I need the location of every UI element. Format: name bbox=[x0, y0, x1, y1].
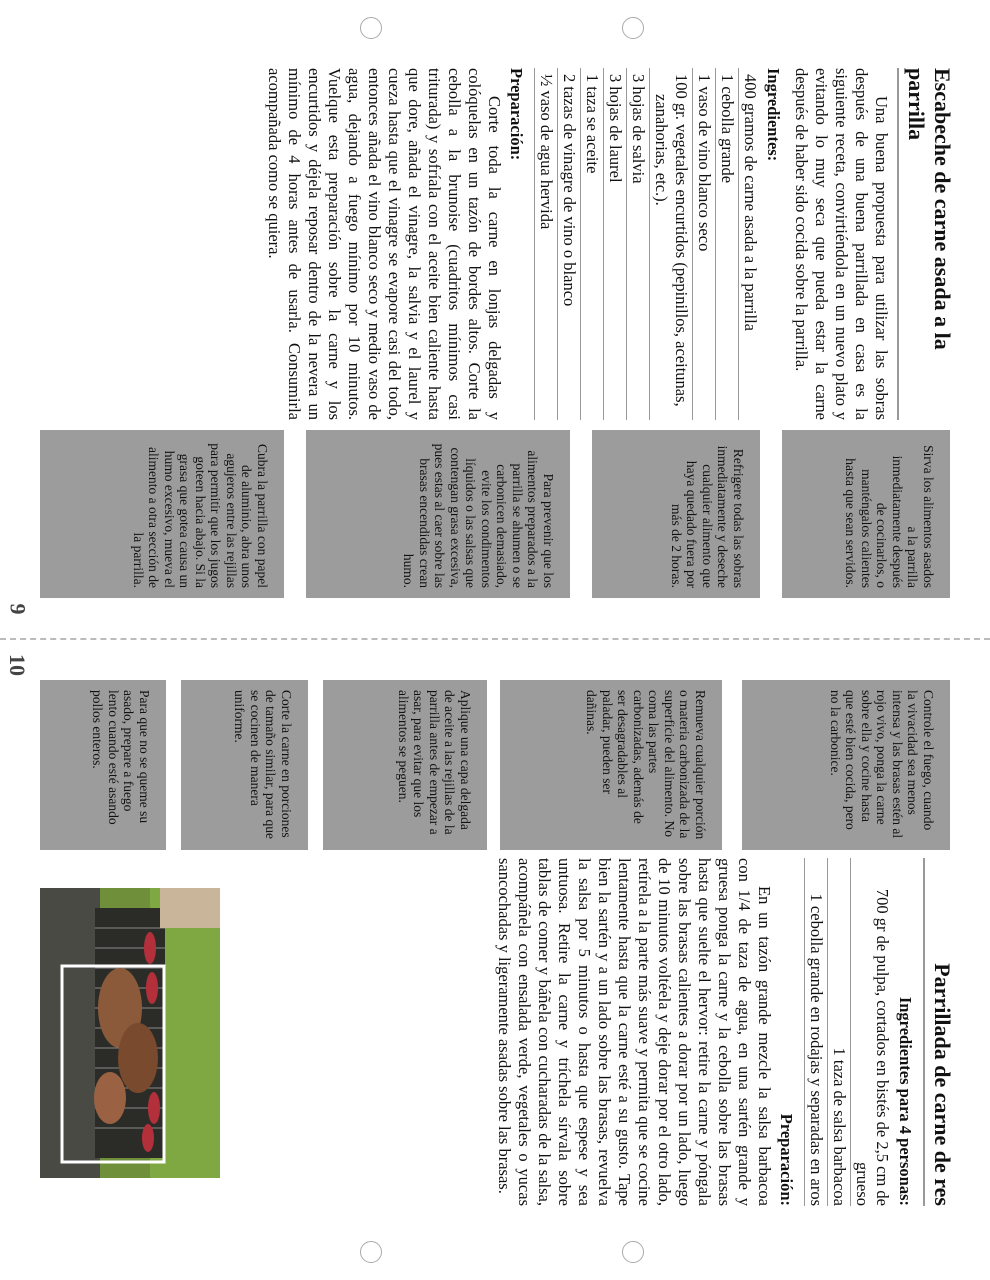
tip-box bbox=[40, 680, 166, 850]
ingredient-item: 1 taza se aceite bbox=[580, 68, 603, 420]
ingredient-item: 3 hojas de salvia bbox=[626, 68, 649, 420]
recipe1-prep-heading: Preparación: bbox=[507, 68, 526, 161]
tip-box bbox=[742, 680, 950, 850]
recipe1-intro: Una buena propuesta para utilizar las sobras después de una buena parrillada en casa es la siguiente receta, convirtiéndola en un nuevo plato y evitando lo muy seca que pueda estar la carne después de haber sido cocida sobre la parrilla. bbox=[792, 68, 891, 420]
grill-photo bbox=[40, 888, 220, 1178]
ingredient-item: 1 cebolla grande en rodajas y separadas en aros bbox=[804, 858, 827, 1206]
ingredient-item: ½ vaso de agua hervida bbox=[534, 68, 557, 420]
ingredient-item: 700 gr de pulpa, cortados en bistés de 2,5 cm de grueso bbox=[850, 858, 893, 1206]
recipe1-panel bbox=[60, 68, 955, 420]
recipe2-ingredients-heading: Ingredientes para 4 personas: bbox=[896, 996, 915, 1206]
tip-box bbox=[40, 430, 284, 598]
tip-box bbox=[592, 430, 760, 598]
ingredient-item: 3 hojas de laurel bbox=[603, 68, 626, 420]
recipe1-title: Escabeche de carne asada a la parrilla bbox=[897, 68, 955, 420]
recipe2-panel bbox=[305, 858, 955, 1206]
recipe2-prep: En un tazón grande mezcle la salsa barbacoa con 1/4 de taza de agua, en una sartén grande y gruesa ponga la carne y la cebolla sobre las brasas hasta que suelte el hervor: retire la carne y póngala sobre las brasas calientes a dorar por un lado, luego de 10 minutos voltéela y deje dorar por el otro lado, retírela a la parte más suave y permita que se cocine lentamente hasta que la carne esté a su gusto. Tape bien la sartén y a un lado sobre las brasas, revuelva la salsa por 5 minutos o hasta que espese y sea untuosa. Retire la carne y tríchela sírvala sobre tablas de comer y báñela con cucharadas de la salsa, acompáñela con ensalada verde, vegetales o yucas sancochadas y ligeramente asadas sobre las brasas. bbox=[495, 858, 774, 1206]
fold-line bbox=[0, 638, 990, 640]
ingredient-item: 100 gr. vegetales encurtidos (pepinillos, aceitunas, zanahorias, etc.). bbox=[649, 68, 692, 420]
binder-hole bbox=[622, 1241, 644, 1263]
recipe2-prep-heading: Preparación: bbox=[777, 1113, 796, 1206]
tip-text: Sirva los alimentos asados a la parrilla inmediatamente después de cocinarlos, o manténgalos calientes hasta que sean servidos. bbox=[843, 445, 936, 588]
tip-box bbox=[181, 680, 308, 850]
tip-text: Controle el fuego, cuando la vivacidad sea menos intensa y las brasas estén al rojo vivo, ponga la carne sobre ella y cocine hasta que esté bien cocida, pero no la carbonice. bbox=[828, 690, 936, 839]
ingredient-item: 2 tazas de vinagre de vino o blanco bbox=[557, 68, 580, 420]
page-number-top: 9 bbox=[5, 603, 31, 615]
ingredient-item: 1 taza de salsa barbacoa bbox=[827, 858, 850, 1206]
tip-text: Para prevenir que los alimentos preparados a la parrilla se ahumen o se carbonicen demasiado, evite los condimentos líquidos o las salsas que contengan grasa excesiva, pues estas al caer sobre las brasas encendidas crean humo. bbox=[401, 443, 556, 588]
ingredient-item: 1 cebolla grande bbox=[715, 68, 738, 420]
recipe1-ingredients-heading: Ingredientes: bbox=[764, 68, 783, 162]
ingredient-item: 400 gramos de carne asada a la parrilla bbox=[738, 68, 761, 420]
recipe2-title: Parrillada de carne de res bbox=[923, 858, 955, 1206]
tip-text: Refrigere todas las sobras inmediatamente y deseche cualquier alimento que haya quedado fuera por más de 2 horas. bbox=[669, 445, 746, 588]
tip-box bbox=[306, 430, 570, 598]
tip-text: Para que no se queme su asado, prepare a fuego lento cuando esté asando pollos enteros. bbox=[90, 690, 152, 825]
tip-text: Remueva cualquier porción o materia carbonizada de la superficie del alimento. No coma las partes carbonizadas, además de ser desagradables al paladar, pueden ser dañinas. bbox=[584, 690, 708, 840]
tip-text: Aplique una capa delgada de aceite a las rejillas de la parrilla antes de empezar a asar, para evitar que los alimentos se peguen. bbox=[396, 690, 473, 835]
binder-hole bbox=[360, 1241, 382, 1263]
tip-text: Corte la carne en porciones de tamaño similar, para que se cocinen de manera uniforme. bbox=[232, 690, 294, 840]
tip-box bbox=[782, 430, 950, 598]
tip-box bbox=[500, 680, 722, 850]
ingredient-item: 1 vaso de vino blanco seco bbox=[692, 68, 715, 420]
tip-box bbox=[323, 680, 487, 850]
tip-text: Cubra la parrilla con papel de aluminio, abra unos agujeros entre las rejillas para permitir que los jugos goteen hacia abajo. Si la grasa que gotea causa un humo excesivo, mueva el alimento a otra sección de la parrilla. bbox=[131, 443, 270, 588]
page-number-bottom: 10 bbox=[5, 654, 30, 676]
binder-hole bbox=[360, 17, 382, 39]
binder-hole bbox=[622, 17, 644, 39]
recipe1-prep: Corte toda la carne en lonjas delgadas y colóquelas en un tazón de bordes altos. Corte la cebolla a la brunoise (cuadritos mínimos casi triturada) y sofríala con el aceite bien caliente hasta que dore, añada el vinagre, la salvia y el laurel y cueza hasta que el vinagre se evapore casi del todo, entonces añada el vino blanco seco y medio vaso de agua, dejando a fuego mínimo por 10 minutos. Vuelque esta preparación sobre la carne y los encurtidos y déjela reposar dentro de la nevera un mínimo de 4 horas antes de usarla. Consumirla acompañada como se quiera. bbox=[265, 68, 504, 420]
